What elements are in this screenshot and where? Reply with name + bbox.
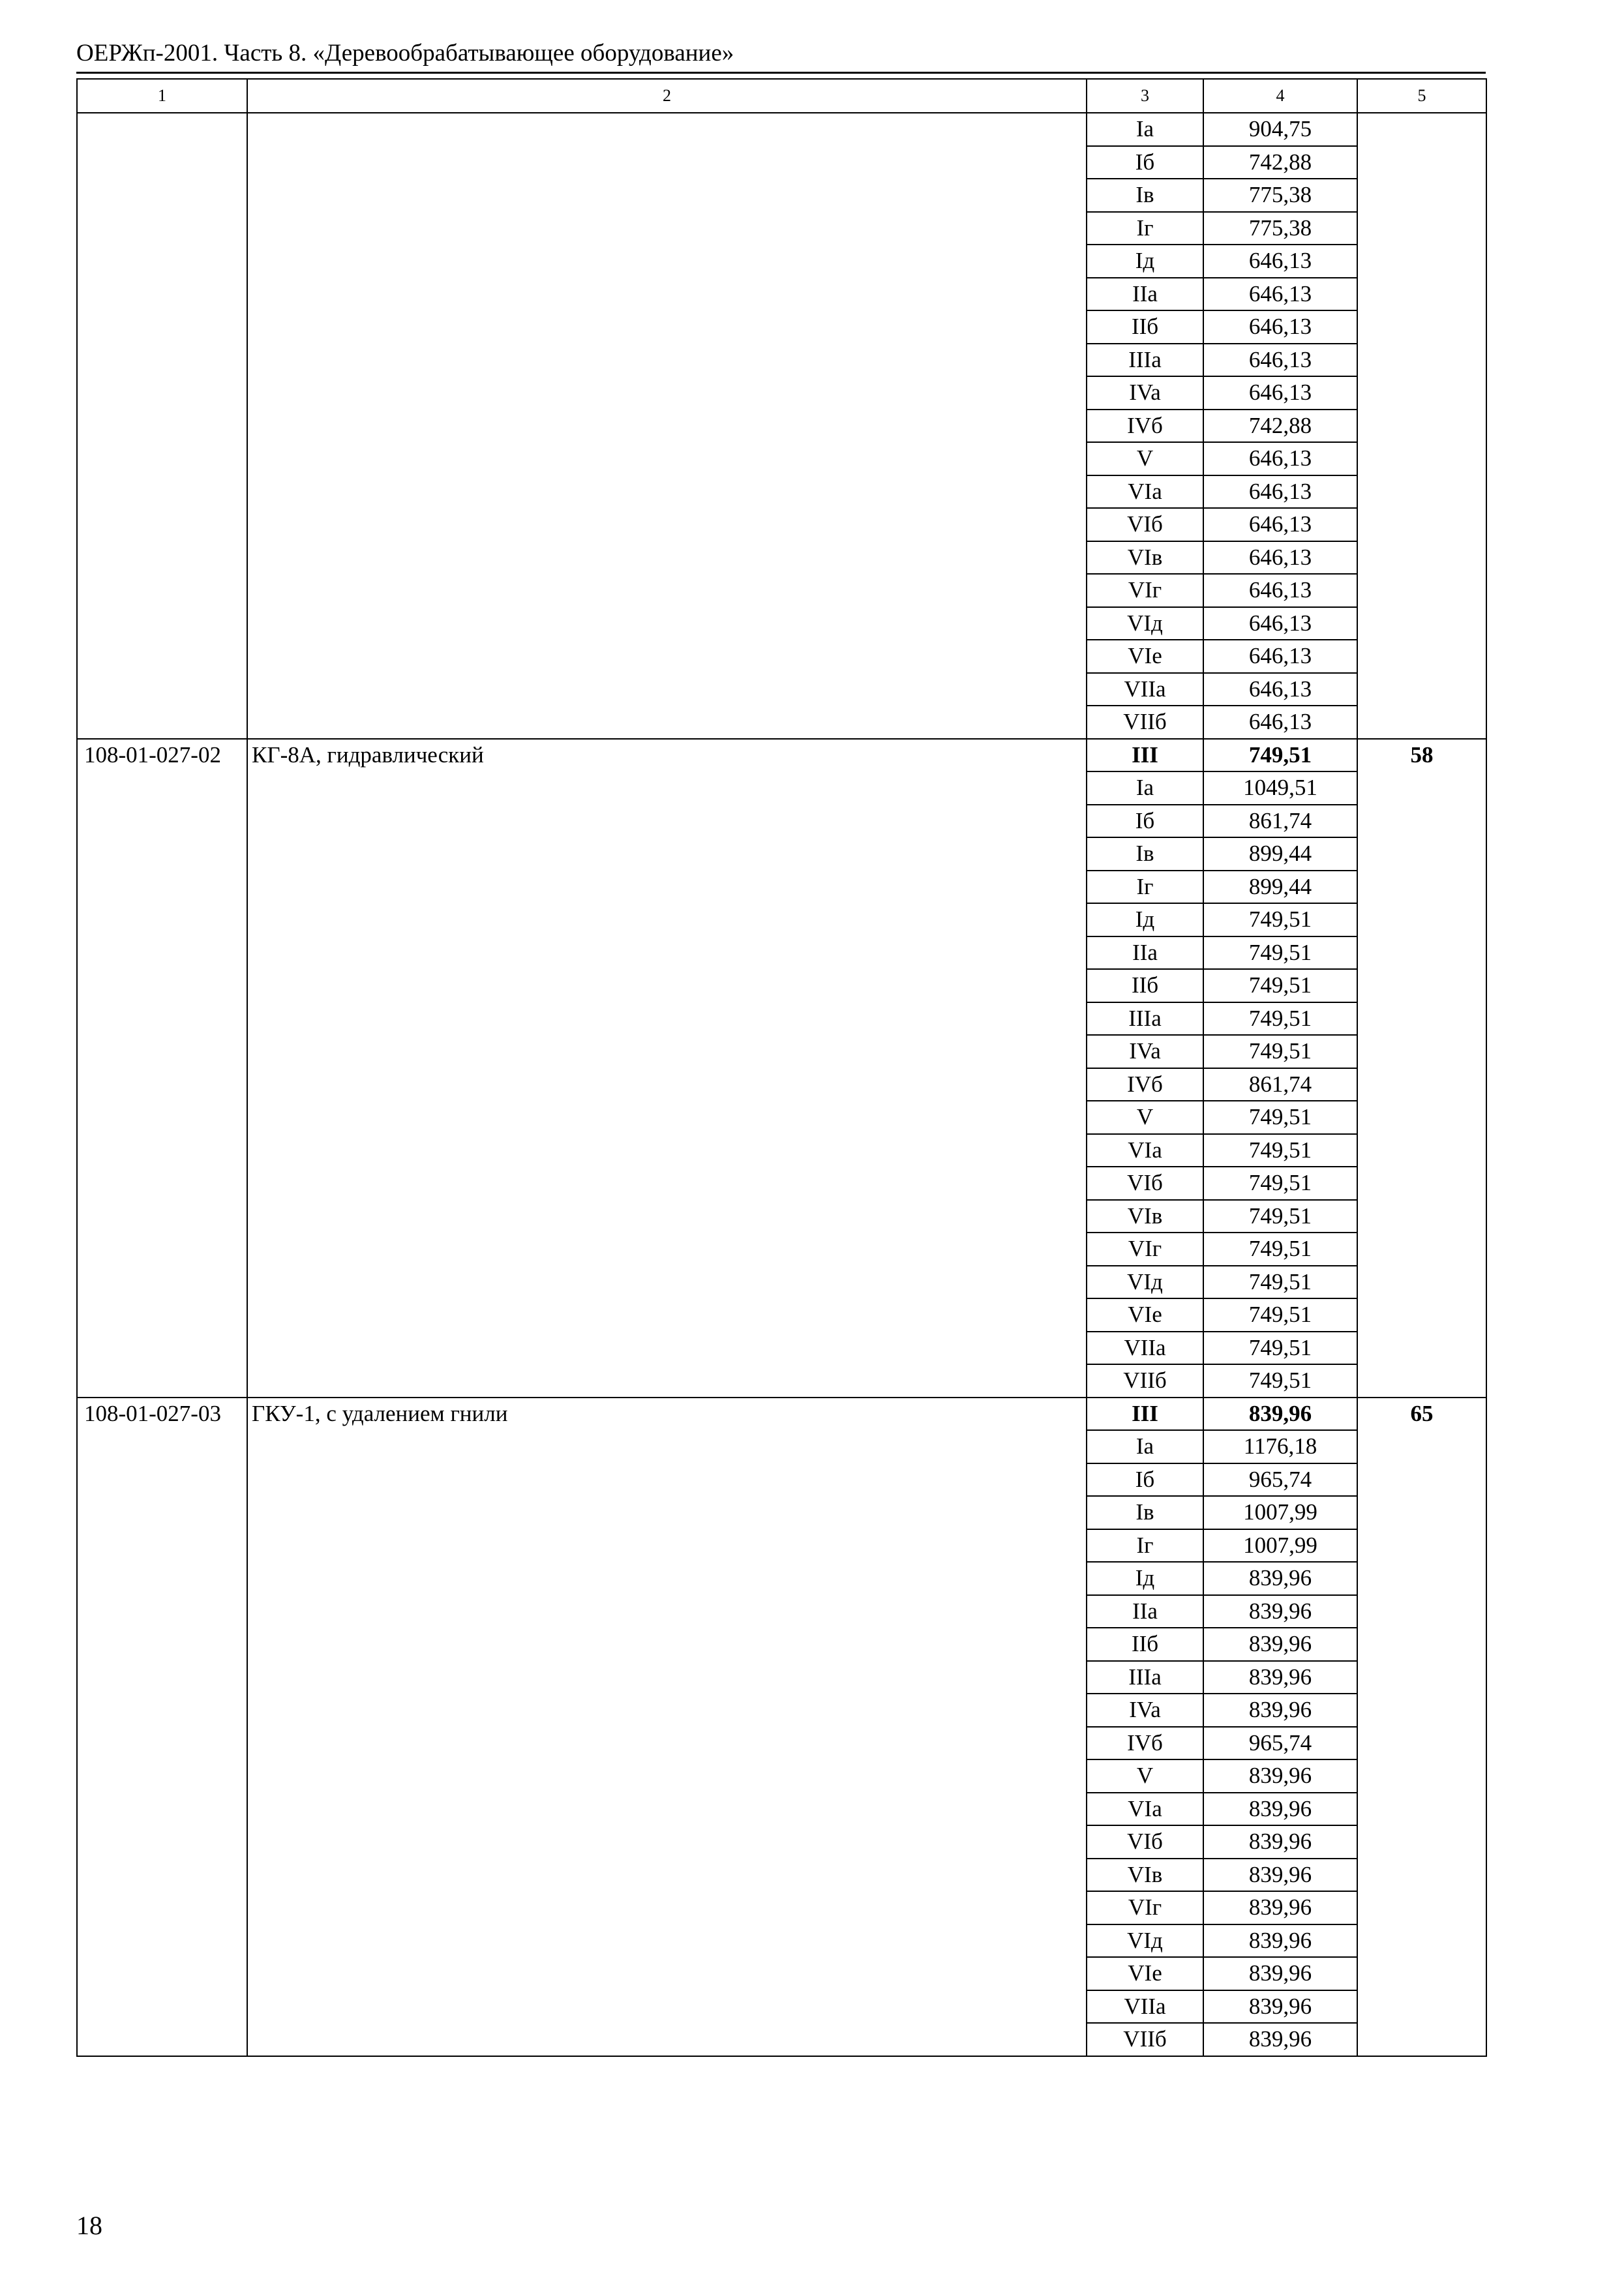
- price-cell: 749,51: [1203, 1266, 1357, 1299]
- item-name: ГКУ-1, с удалением гнили: [247, 1398, 1087, 2056]
- category-cell: Iд: [1087, 245, 1203, 278]
- table-body: [77, 79, 1486, 2056]
- category-cell: IIa: [1087, 936, 1203, 970]
- price-cell: 646,13: [1203, 640, 1357, 673]
- category-cell: IIIa: [1087, 344, 1203, 377]
- column-number: 2: [247, 79, 1087, 113]
- category-cell: IIб: [1087, 310, 1203, 344]
- category-cell: IIIa: [1087, 1002, 1203, 1036]
- price-cell: 749,51: [1203, 969, 1357, 1002]
- price-cell: 965,74: [1203, 1463, 1357, 1497]
- category-cell: VIв: [1087, 1200, 1203, 1233]
- category-cell: VIб: [1087, 1825, 1203, 1859]
- category-cell: VIe: [1087, 1298, 1203, 1332]
- category-cell: Iв: [1087, 179, 1203, 212]
- category-cell: VIг: [1087, 574, 1203, 607]
- table-row: [77, 113, 1486, 146]
- category-cell: VIe: [1087, 640, 1203, 673]
- category-cell: VIб: [1087, 508, 1203, 541]
- category-cell: Ia: [1087, 1430, 1203, 1463]
- price-cell: 839,96: [1203, 1661, 1357, 1694]
- category-cell: VIб: [1087, 1167, 1203, 1200]
- price-cell: 899,44: [1203, 837, 1357, 871]
- price-cell: 839,96: [1203, 1990, 1357, 2024]
- price-cell: 749,51: [1203, 1364, 1357, 1398]
- price-cell: 749,51: [1203, 1101, 1357, 1134]
- column-number: 1: [77, 79, 247, 113]
- table-row: [77, 739, 1486, 772]
- item-name: КГ-8А, гидравлический: [247, 739, 1087, 1398]
- category-cell: Iб: [1087, 1463, 1203, 1497]
- price-cell: 839,96: [1203, 1694, 1357, 1727]
- category-cell: VIд: [1087, 1266, 1203, 1299]
- category-cell: IIa: [1087, 278, 1203, 311]
- price-cell: 646,13: [1203, 508, 1357, 541]
- column-number: 4: [1203, 79, 1357, 113]
- price-cell: 749,51: [1203, 1035, 1357, 1068]
- category-cell: IVб: [1087, 1068, 1203, 1101]
- price-cell: 839,96: [1203, 1891, 1357, 1924]
- price-cell: 749,51: [1203, 1233, 1357, 1266]
- price-cell: 965,74: [1203, 1727, 1357, 1760]
- price-cell: 839,96: [1203, 1957, 1357, 1990]
- price-cell: 749,51: [1203, 1002, 1357, 1036]
- price-cell: 749,51: [1203, 903, 1357, 936]
- category-cell: Iв: [1087, 837, 1203, 871]
- price-cell: 646,13: [1203, 574, 1357, 607]
- price-cell: 742,88: [1203, 146, 1357, 179]
- category-cell: III: [1087, 739, 1203, 772]
- item-code: 108-01-027-03: [77, 1398, 247, 2056]
- price-cell: 742,88: [1203, 410, 1357, 443]
- category-cell: VIIa: [1087, 673, 1203, 706]
- page-header: ОЕРЖп-2001. Часть 8. «Деревообрабатывающее оборудование»: [76, 40, 734, 67]
- category-cell: IVб: [1087, 1727, 1203, 1760]
- category-cell: VIг: [1087, 1233, 1203, 1266]
- category-cell: VIд: [1087, 607, 1203, 640]
- count-cell: 65: [1357, 1398, 1486, 2056]
- price-cell: 839,96: [1203, 1759, 1357, 1793]
- price-cell: 1007,99: [1203, 1496, 1357, 1529]
- price-cell: 839,96: [1203, 1859, 1357, 1892]
- price-table: [76, 78, 1487, 2057]
- price-cell: 749,51: [1203, 1167, 1357, 1200]
- price-cell: 1007,99: [1203, 1529, 1357, 1563]
- category-cell: Iв: [1087, 1496, 1203, 1529]
- category-cell: Iд: [1087, 1562, 1203, 1595]
- price-cell: 839,96: [1203, 1398, 1357, 1431]
- price-cell: 839,96: [1203, 1793, 1357, 1826]
- category-cell: IIIa: [1087, 1661, 1203, 1694]
- item-code-cell: [77, 113, 247, 739]
- column-number-row: [77, 79, 1486, 113]
- category-cell: IVa: [1087, 376, 1203, 410]
- category-cell: Ia: [1087, 113, 1203, 146]
- category-cell: IVб: [1087, 410, 1203, 443]
- price-cell: 646,13: [1203, 245, 1357, 278]
- category-cell: Iг: [1087, 1529, 1203, 1563]
- category-cell: VIв: [1087, 541, 1203, 575]
- category-cell: VIa: [1087, 1134, 1203, 1167]
- price-cell: 646,13: [1203, 475, 1357, 509]
- category-cell: Iд: [1087, 903, 1203, 936]
- count-cell: [1357, 113, 1486, 739]
- price-cell: 646,13: [1203, 673, 1357, 706]
- category-cell: V: [1087, 1101, 1203, 1134]
- category-cell: VIa: [1087, 1793, 1203, 1826]
- price-cell: 646,13: [1203, 310, 1357, 344]
- price-cell: 839,96: [1203, 1562, 1357, 1595]
- table-row: [77, 1398, 1486, 1431]
- price-cell: 646,13: [1203, 442, 1357, 475]
- price-cell: 646,13: [1203, 706, 1357, 739]
- price-cell: 646,13: [1203, 376, 1357, 410]
- category-cell: VIe: [1087, 1957, 1203, 1990]
- price-cell: 749,51: [1203, 1200, 1357, 1233]
- category-cell: VIIa: [1087, 1332, 1203, 1365]
- price-cell: 839,96: [1203, 1924, 1357, 1958]
- price-cell: 1049,51: [1203, 771, 1357, 805]
- category-cell: VIIб: [1087, 2023, 1203, 2056]
- price-cell: 839,96: [1203, 1825, 1357, 1859]
- category-cell: III: [1087, 1398, 1203, 1431]
- price-cell: 839,96: [1203, 1628, 1357, 1661]
- price-cell: 646,13: [1203, 278, 1357, 311]
- price-cell: 749,51: [1203, 1332, 1357, 1365]
- category-cell: IVa: [1087, 1035, 1203, 1068]
- price-cell: 839,96: [1203, 1595, 1357, 1628]
- category-cell: VIд: [1087, 1924, 1203, 1958]
- category-cell: Iг: [1087, 871, 1203, 904]
- category-cell: VIa: [1087, 475, 1203, 509]
- column-number: 3: [1087, 79, 1203, 113]
- category-cell: VIIб: [1087, 1364, 1203, 1398]
- item-name-cell: [247, 113, 1087, 739]
- price-cell: 646,13: [1203, 541, 1357, 575]
- category-cell: IIa: [1087, 1595, 1203, 1628]
- category-cell: VIIa: [1087, 1990, 1203, 2024]
- category-cell: VIIб: [1087, 706, 1203, 739]
- price-cell: 1176,18: [1203, 1430, 1357, 1463]
- price-cell: 749,51: [1203, 1134, 1357, 1167]
- category-cell: VIв: [1087, 1859, 1203, 1892]
- price-cell: 749,51: [1203, 739, 1357, 772]
- price-cell: 646,13: [1203, 607, 1357, 640]
- price-cell: 839,96: [1203, 2023, 1357, 2056]
- header-rule: [76, 72, 1486, 74]
- page-number: 18: [76, 2211, 102, 2240]
- price-cell: 775,38: [1203, 179, 1357, 212]
- column-number: 5: [1357, 79, 1486, 113]
- price-cell: 749,51: [1203, 1298, 1357, 1332]
- category-cell: V: [1087, 1759, 1203, 1793]
- item-code: 108-01-027-02: [77, 739, 247, 1398]
- price-cell: 899,44: [1203, 871, 1357, 904]
- price-cell: 861,74: [1203, 805, 1357, 838]
- price-cell: 775,38: [1203, 212, 1357, 245]
- category-cell: IVa: [1087, 1694, 1203, 1727]
- count-cell: 58: [1357, 739, 1486, 1398]
- category-cell: V: [1087, 442, 1203, 475]
- category-cell: IIб: [1087, 1628, 1203, 1661]
- category-cell: Iб: [1087, 805, 1203, 838]
- price-cell: 749,51: [1203, 936, 1357, 970]
- category-cell: Ia: [1087, 771, 1203, 805]
- category-cell: Iб: [1087, 146, 1203, 179]
- category-cell: VIг: [1087, 1891, 1203, 1924]
- price-cell: 861,74: [1203, 1068, 1357, 1101]
- price-cell: 904,75: [1203, 113, 1357, 146]
- category-cell: IIб: [1087, 969, 1203, 1002]
- price-cell: 646,13: [1203, 344, 1357, 377]
- category-cell: Iг: [1087, 212, 1203, 245]
